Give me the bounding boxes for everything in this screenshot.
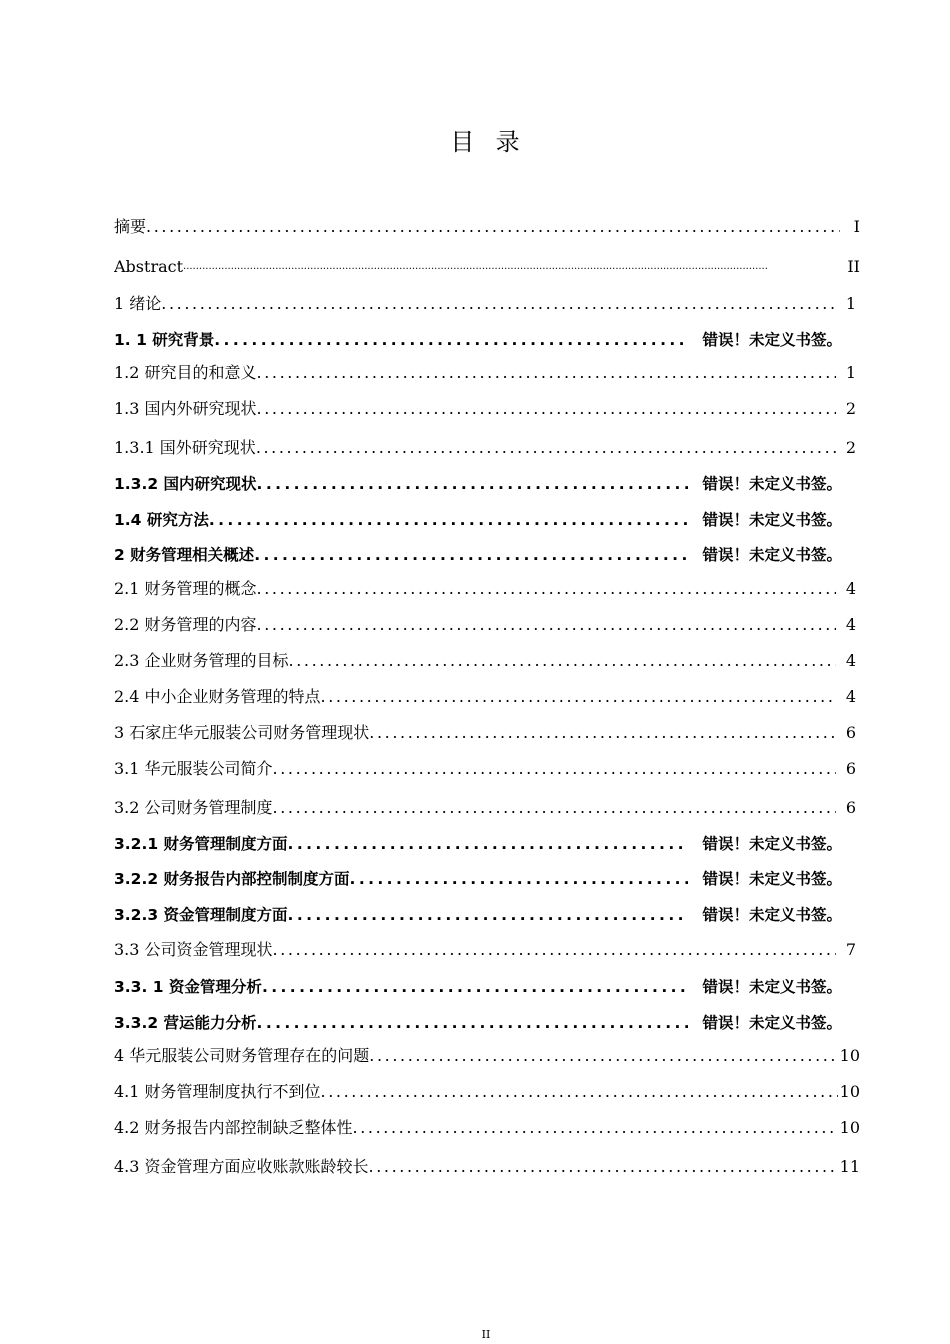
toc-entry[interactable] xyxy=(114,899,860,925)
leader-dots xyxy=(183,257,840,277)
toc-entry-label: 1.4 研究方法 xyxy=(114,511,209,529)
leader-dots xyxy=(288,905,689,925)
toc-entry-label: 3.2.2 财务报告内部控制制度方面 xyxy=(114,870,350,888)
toc-entry-label: 3.2 公司财务管理制度 xyxy=(114,798,273,817)
toc-entry-page: 错误！未定义书签。 xyxy=(702,331,842,349)
toc-entry[interactable] xyxy=(114,573,860,599)
toc-entry-page: 错误！未定义书签。 xyxy=(702,546,842,564)
toc-entry[interactable] xyxy=(114,432,860,458)
page-title: 目 录 xyxy=(450,128,522,156)
toc-entry-label: 摘要 xyxy=(114,217,147,236)
toc-entry-page: 错误！未定义书签。 xyxy=(702,906,842,924)
leader-dots xyxy=(288,834,689,854)
toc-entry[interactable] xyxy=(114,504,860,530)
toc-entry-label: 1.2 研究目的和意义 xyxy=(114,363,257,382)
leader-dots xyxy=(209,510,689,530)
leader-dots xyxy=(273,940,836,960)
toc-entry-label: 1.3.2 国内研究现状 xyxy=(114,475,257,493)
leader-dots xyxy=(369,723,836,743)
toc-entry-label: 4.2 财务报告内部控制缺乏整体性 xyxy=(114,1118,353,1137)
toc-entry-page: 10 xyxy=(839,1082,860,1101)
toc-entry-label: 2.4 中小企业财务管理的特点 xyxy=(114,687,321,706)
leader-dots xyxy=(146,217,840,237)
toc-entry-label: 4.1 财务管理制度执行不到位 xyxy=(114,1082,321,1101)
toc-entry-label: 3 石家庄华元服装公司财务管理现状 xyxy=(114,723,370,742)
toc-entry[interactable] xyxy=(114,324,860,350)
toc-entry[interactable] xyxy=(114,288,860,314)
toc-entry-page: 2 xyxy=(845,399,856,418)
leader-dots xyxy=(257,579,836,599)
toc-entry-page: 6 xyxy=(845,759,856,778)
toc-entry[interactable] xyxy=(114,211,860,237)
toc-entry-label: 3.3. 1 资金管理分析 xyxy=(114,978,262,996)
toc-entry-label: 3.3 公司资金管理现状 xyxy=(114,940,273,959)
leader-dots xyxy=(257,363,836,383)
toc-entry[interactable] xyxy=(114,1151,860,1177)
toc-entry-page: 10 xyxy=(839,1118,860,1137)
leader-dots xyxy=(257,399,836,419)
toc-entry-page: 10 xyxy=(839,1046,860,1065)
toc-entry[interactable] xyxy=(114,828,860,854)
leader-dots xyxy=(262,977,689,997)
toc-entry[interactable] xyxy=(114,1076,860,1102)
toc-entry[interactable] xyxy=(114,1040,860,1066)
toc-entry-page: 错误！未定义书签。 xyxy=(702,978,842,996)
toc-entry[interactable] xyxy=(114,357,860,383)
leader-dots xyxy=(254,545,688,565)
toc-entry-page: II xyxy=(847,257,860,276)
toc-entry[interactable] xyxy=(114,863,860,889)
leader-dots xyxy=(369,1046,837,1066)
toc-entry[interactable] xyxy=(114,1112,860,1138)
toc-entry-label: Abstract xyxy=(114,257,184,276)
toc-entry-page: 11 xyxy=(839,1157,860,1176)
toc-entry[interactable] xyxy=(114,971,860,997)
toc-entry[interactable] xyxy=(114,468,860,494)
toc-entry-label: 1.3 国内外研究现状 xyxy=(114,399,257,418)
leader-dots xyxy=(273,798,836,818)
toc-entry-label: 1. 1 研究背景 xyxy=(114,331,215,349)
toc-entry-page: 6 xyxy=(845,723,856,742)
toc-entry-page: 4 xyxy=(845,615,856,634)
toc-entry[interactable] xyxy=(114,645,860,671)
leader-dots xyxy=(353,1118,838,1138)
leader-dots xyxy=(321,687,836,707)
toc-entry-page: 错误！未定义书签。 xyxy=(702,835,842,853)
leader-dots xyxy=(257,474,689,494)
toc-entry-label: 4.3 资金管理方面应收账款账龄较长 xyxy=(114,1157,369,1176)
leader-dots xyxy=(369,1157,838,1177)
toc-entry-label: 4 华元服装公司财务管理存在的问题 xyxy=(114,1046,370,1065)
toc-entry[interactable] xyxy=(114,609,860,635)
leader-dots xyxy=(257,1013,689,1033)
toc-entry-page: I xyxy=(853,217,860,236)
toc-entry-label: 2.1 财务管理的概念 xyxy=(114,579,257,598)
toc-entry-page: 7 xyxy=(845,940,856,959)
toc-entry[interactable] xyxy=(114,251,860,277)
toc-entry-label: 3.3.2 营运能力分析 xyxy=(114,1014,257,1032)
toc-entry-label: 1.3.1 国外研究现状 xyxy=(114,438,256,457)
toc-entry[interactable] xyxy=(114,539,860,565)
toc-entry-page: 1 xyxy=(845,294,856,313)
page-number: II xyxy=(481,1328,491,1341)
leader-dots xyxy=(214,330,688,350)
toc-entry-page: 4 xyxy=(845,687,856,706)
leader-dots xyxy=(350,869,689,889)
toc-entry-label: 1 绪论 xyxy=(114,294,162,313)
leader-dots xyxy=(321,1082,838,1102)
toc-entry-page: 错误！未定义书签。 xyxy=(702,1014,842,1032)
toc-entry-label: 3.2.3 资金管理制度方面 xyxy=(114,906,288,924)
toc-entry[interactable] xyxy=(114,753,860,779)
toc-entry-label: 2.3 企业财务管理的目标 xyxy=(114,651,289,670)
toc-entry-page: 错误！未定义书签。 xyxy=(702,511,842,529)
toc-entry-label: 3.2.1 财务管理制度方面 xyxy=(114,835,288,853)
toc-entry-page: 6 xyxy=(845,798,856,817)
toc-entry[interactable] xyxy=(114,792,860,818)
toc-entry[interactable] xyxy=(114,717,860,743)
leader-dots xyxy=(273,759,836,779)
leader-dots xyxy=(256,438,836,458)
toc-entry-page: 2 xyxy=(845,438,856,457)
toc-entry[interactable] xyxy=(114,393,860,419)
toc-entry[interactable] xyxy=(114,1007,860,1033)
leader-dots xyxy=(289,651,836,671)
toc-entry-label: 2 财务管理相关概述 xyxy=(114,546,255,564)
leader-dots xyxy=(161,294,836,314)
leader-dots xyxy=(257,615,836,635)
toc-entry[interactable] xyxy=(114,934,860,960)
toc-entry-label: 3.1 华元服装公司简介 xyxy=(114,759,273,778)
toc-entry-page: 4 xyxy=(845,579,856,598)
toc-entry-page: 1 xyxy=(845,363,856,382)
toc-entry-page: 错误！未定义书签。 xyxy=(702,870,842,888)
toc-entry-label: 2.2 财务管理的内容 xyxy=(114,615,257,634)
toc-entry-page: 4 xyxy=(845,651,856,670)
toc-entry[interactable] xyxy=(114,681,860,707)
toc-entry-page: 错误！未定义书签。 xyxy=(702,475,842,493)
